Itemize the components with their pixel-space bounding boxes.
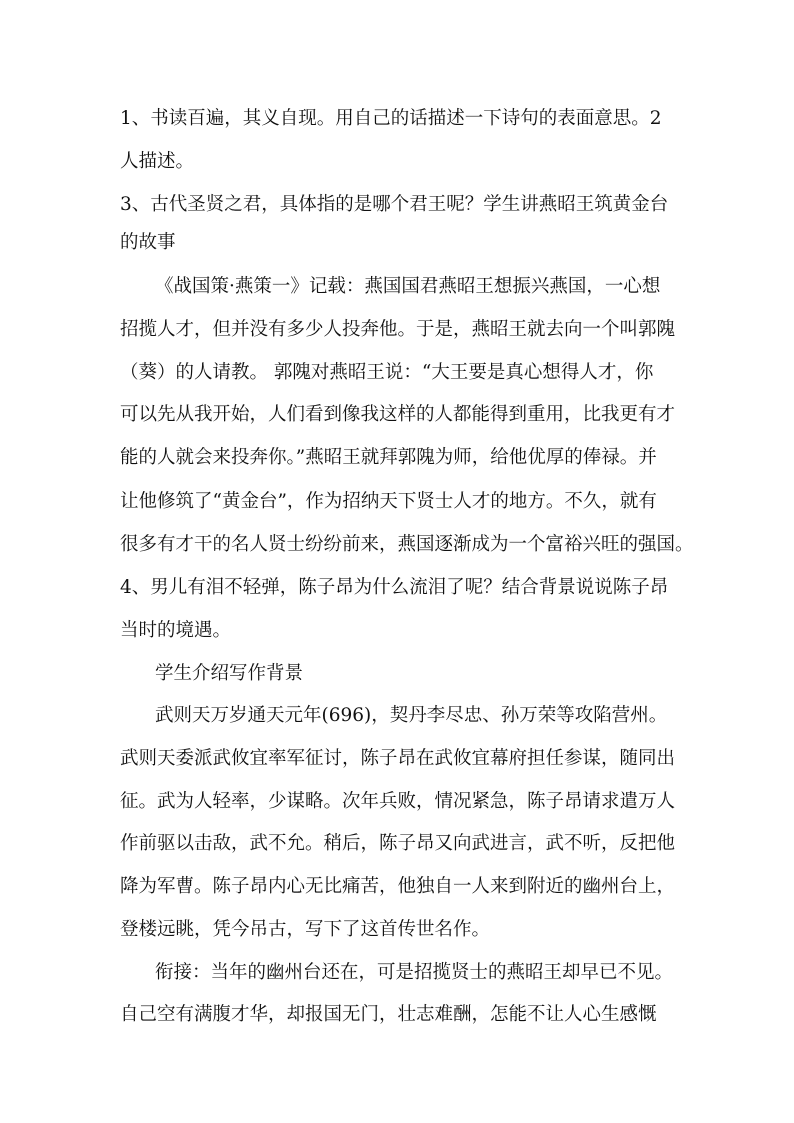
text-line: 1、书读百遍，其义自现。用自己的话描述一下诗句的表面意思。2 (120, 108, 662, 129)
text-line: 《战国策·燕策一》记载：燕国国君燕昭王想振兴燕国，一心想 (155, 276, 661, 297)
text-line: 学生介绍写作背景 (155, 663, 304, 684)
text-line: 能的人就会来投奔你。”燕昭王就拜郭隗为师，给他优厚的俸禄。并 (120, 447, 657, 468)
text-line: （葵）的人请教。 郭隗对燕昭王说：“大王要是真心想得人才，你 (120, 362, 654, 383)
text-line: 很多有才干的名人贤士纷纷前来，燕国逐渐成为一个富裕兴旺的强国。 (120, 534, 694, 555)
text-line: 降为军曹。陈子昂内心无比痛苦，他独自一人来到附近的幽州台上， (120, 876, 676, 897)
text-line: 3、古代圣贤之君，具体指的是哪个君王呢？学生讲燕昭王筑黄金台 (120, 194, 669, 215)
text-line: 武则天万岁通天元年(696)，契丹李尽忠、孙万荣等攻陷营州。 (155, 705, 668, 726)
text-line: 征。武为人轻率，少谋略。次年兵败，情况紧急，陈子昂请求遣万人 (120, 791, 676, 812)
text-line: 自己空有满腹才华，却报国无门，壮志难酬，怎能不让人心生感慨 (120, 1004, 657, 1025)
text-line: 当时的境遇。 (120, 620, 232, 641)
text-line: 作前驱以击敌，武不允。稍后，陈子昂又向武进言，武不听，反把他 (120, 833, 676, 854)
text-line: 让他修筑了“黄金台”，作为招纳天下贤士人才的地方。不久，就有 (120, 491, 657, 512)
text-line: 人描述。 (120, 151, 195, 172)
text-line: 武则天委派武攸宜率军征讨，陈子昂在武攸宜幕府担任参谋，随同出 (120, 748, 676, 769)
text-line: 4、男儿有泪不轻弹，陈子昂为什么流泪了呢？结合背景说说陈子昂 (120, 577, 669, 598)
text-line: 登楼远眺，凭今吊古，写下了这首传世名作。 (120, 919, 491, 940)
text-line: 的故事 (120, 232, 176, 253)
text-line: 招揽人才，但并没有多少人投奔他。于是，燕昭王就去向一个叫郭隗 (120, 319, 676, 340)
text-line: 可以先从我开始，人们看到像我这样的人都能得到重用，比我更有才 (120, 404, 676, 425)
text-line: 衔接：当年的幽州台还在，可是招揽贤士的燕昭王却早已不见。 (155, 962, 674, 983)
